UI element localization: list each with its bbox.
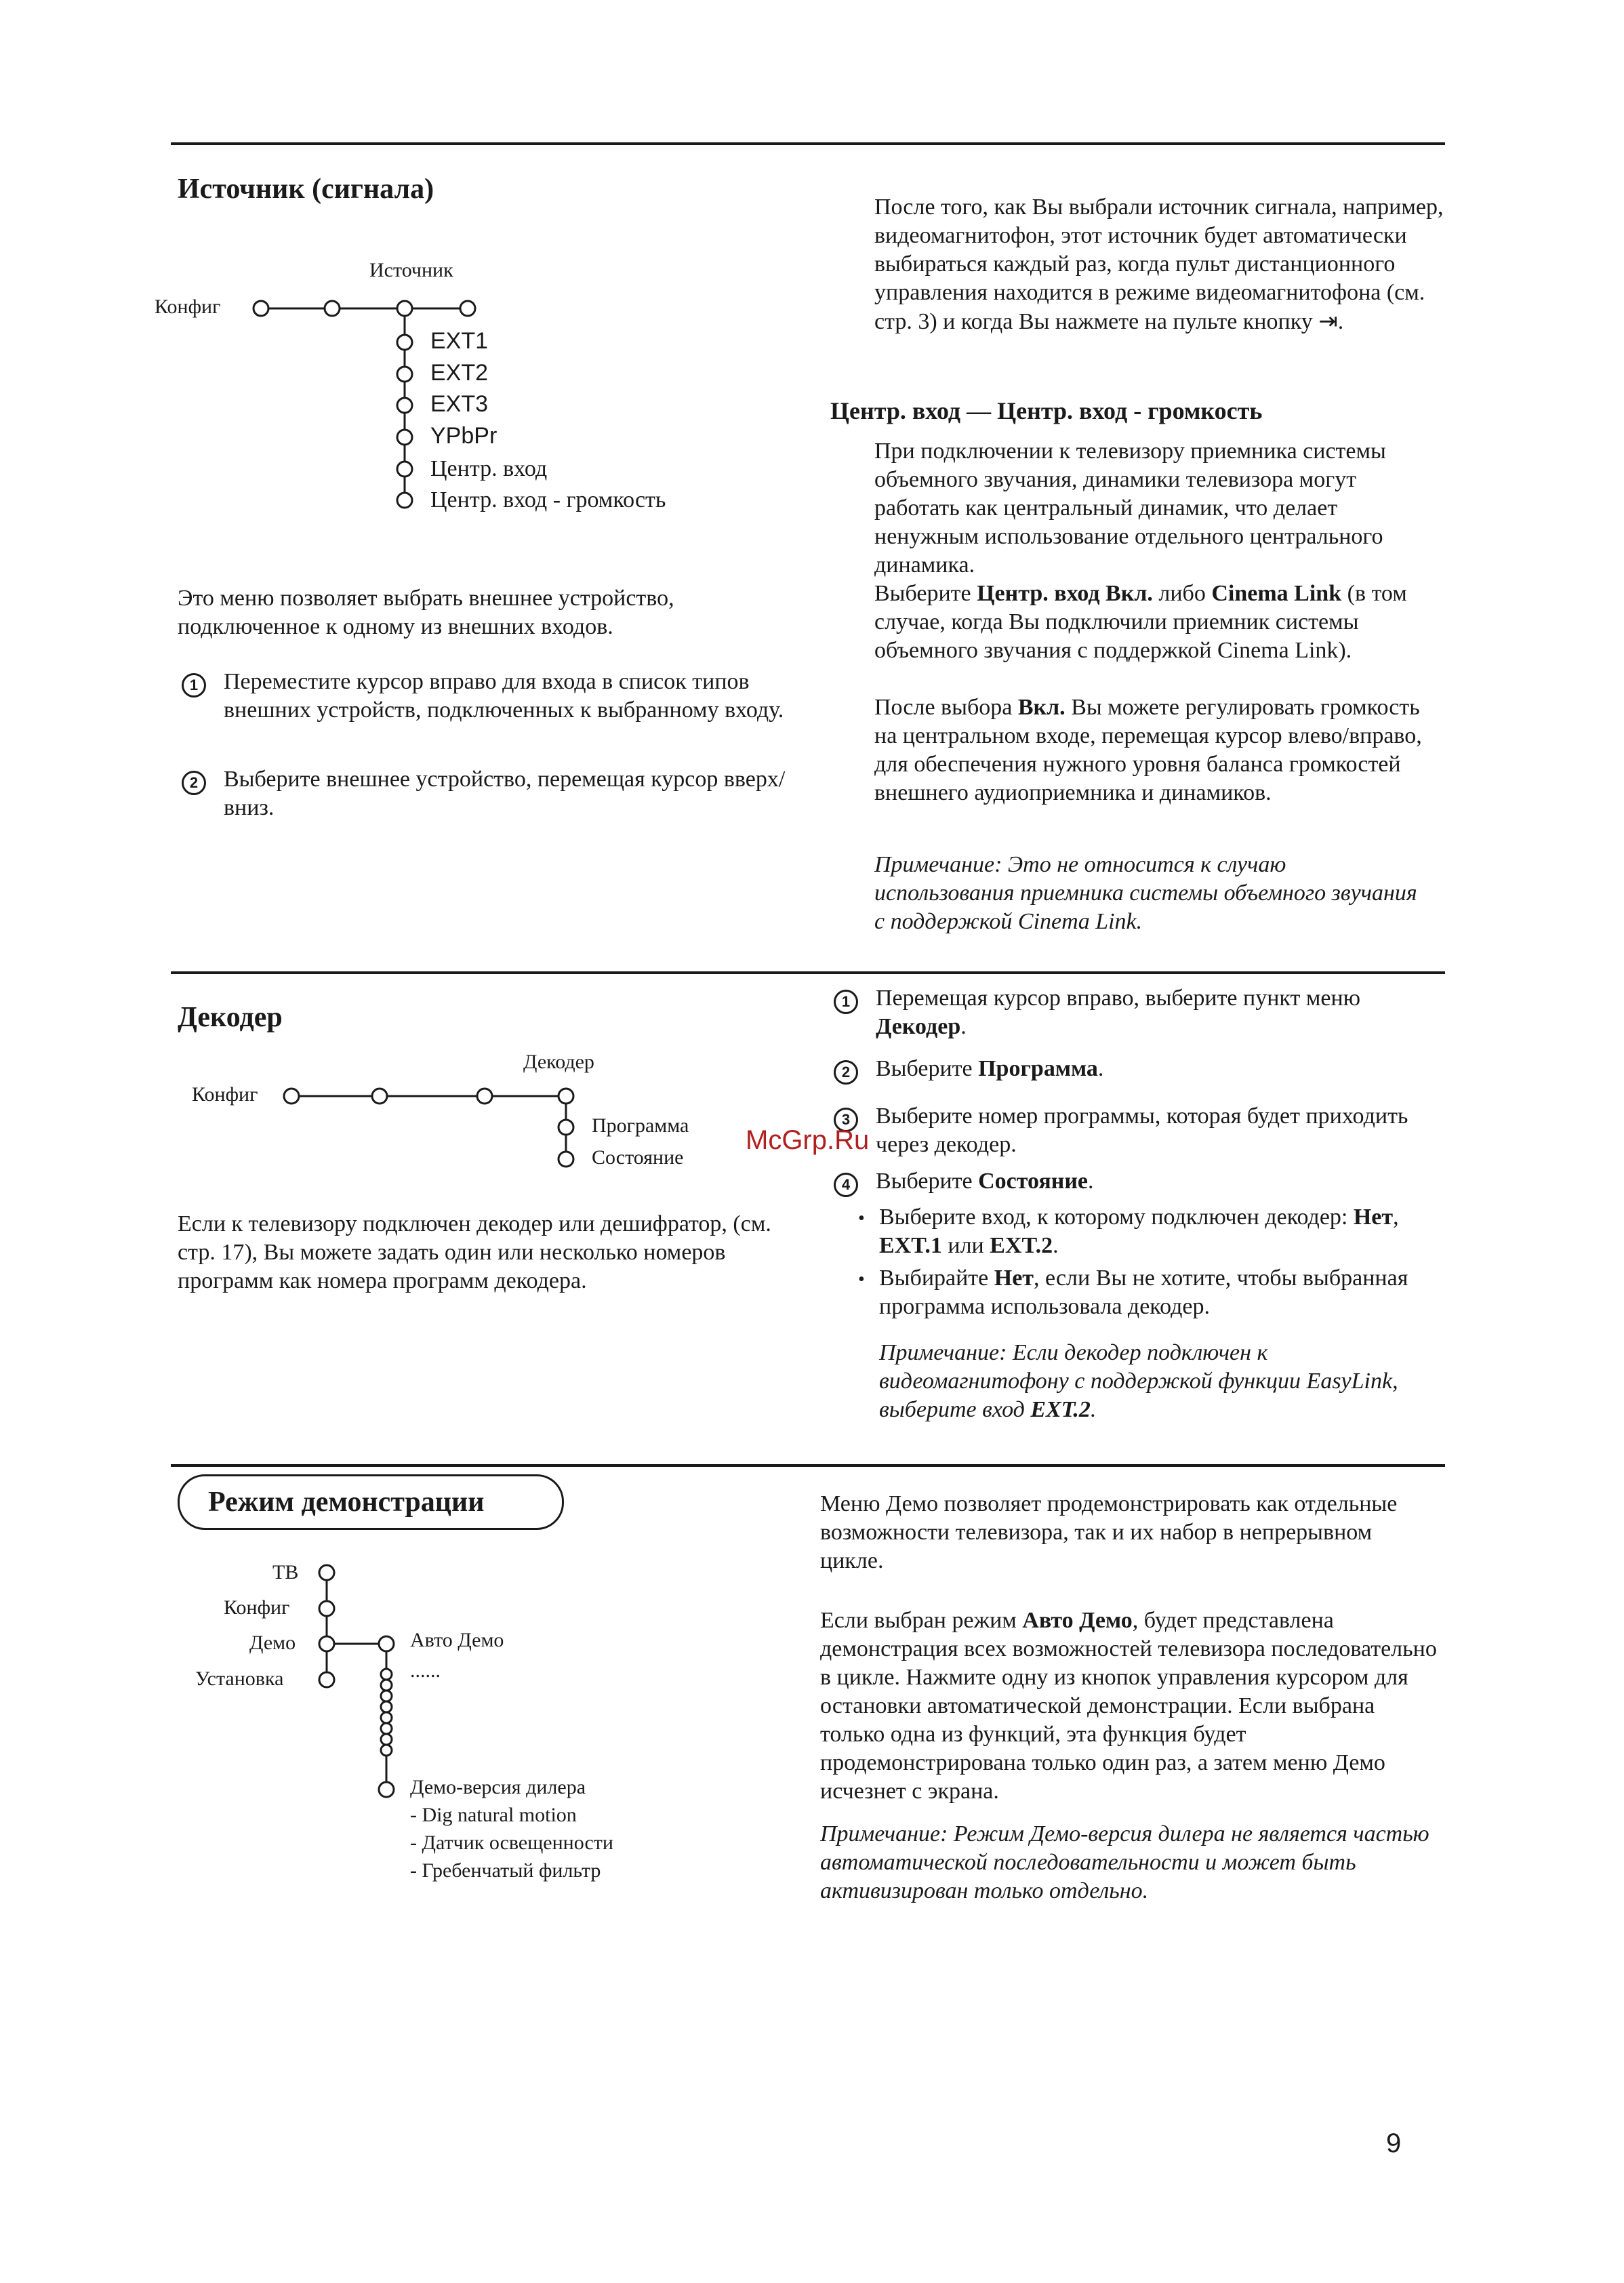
decoder-step2-a: Выберите (876, 1056, 973, 1081)
decoder-bullet1-or: или (948, 1233, 984, 1258)
decoder-step-4: Выберите Состояние. (876, 1169, 1094, 1194)
source-menu-item: EXT1 (430, 328, 489, 354)
center-p1: При подключении к телевизору приемника системы объемного звучания, динамики телевизора могут работать как центральный динамик, что делает ненужным использование отдельного центрального динамика. (874, 439, 1386, 578)
center-p2-b2: Cinema Link (1211, 581, 1342, 606)
center-p2-d: (в том случае, когда Вы подключили приемник системы объемного звучания с поддержкой Cinema Link). (874, 581, 1407, 663)
decoder-bullet1-a: Выберите вход, к которому подключен декодер: (879, 1205, 1348, 1230)
watermark: McGrp.Ru (746, 1125, 870, 1155)
source-step-1: Переместите курсор вправо для входа в список типов внешних устройств, подключенных к выбранному входу. (224, 669, 784, 723)
demo-menu-dealer-item: - Датчик освещенности (410, 1832, 613, 1854)
demo-menu-left-item: Установка (195, 1668, 284, 1690)
bullet-icon: • (858, 1208, 865, 1229)
demo-menu-dealer-item: - Dig natural motion (410, 1804, 577, 1826)
demo-menu-auto: Авто Демо (410, 1629, 504, 1651)
source-menu-root: Конфиг (155, 296, 221, 318)
menu-node (319, 1565, 334, 1580)
menu-node (381, 1701, 392, 1712)
decoder-step-1: Перемещая курсор вправо, выберите пункт меню Декодер. (876, 986, 1361, 1039)
step-number-1: 1 (834, 990, 858, 1014)
decoder-note: Примечание: Если декодер подключен к видеомагнитофону с поддержкой функции EasyLink, выберите вход EXT.2. (879, 1340, 1398, 1422)
center-note: Примечание: Это не относится к случаю использования приемника системы объемного звучания с поддержкой Cinema Link. (874, 852, 1417, 934)
demo-title: Режим демонстрации (208, 1487, 485, 1518)
menu-node (379, 1782, 394, 1797)
step-number-3: 3 (834, 1108, 858, 1132)
decoder-menu-item: Состояние (592, 1146, 684, 1169)
menu-node (381, 1680, 392, 1691)
demo-menu-left-item: ТВ (272, 1561, 299, 1583)
source-intro: Это меню позволяет выбрать внешнее устройство, подключенное к одному из внешних входов. (178, 586, 674, 639)
decoder-bullet1-ext2: EXT.2 (990, 1233, 1053, 1258)
center-p2-c: либо (1158, 581, 1206, 606)
step-number-2: 2 (182, 771, 206, 795)
decoder-bullet2-c: , если Вы не хотите, чтобы выбранная программа использовала декодер. (879, 1266, 1408, 1319)
decoder-step-2: Выберите Программа. (876, 1056, 1104, 1081)
demo-p1: Меню Демо позволяет продемонстрировать как отдельные возможности телевизора, так и их набор в непрерывном цикле. (820, 1491, 1398, 1573)
step-number-4: 4 (834, 1173, 858, 1197)
demo-menu-dealer: Демо-версия дилера (410, 1776, 586, 1798)
source-menu-item: EXT3 (430, 391, 489, 417)
demo-p2-b: Авто Демо (1022, 1608, 1133, 1633)
menu-node (379, 1636, 394, 1651)
source-menu-item: EXT2 (430, 360, 489, 386)
menu-node (381, 1734, 392, 1745)
decoder-menu-header: Декодер (523, 1051, 594, 1073)
decoder-bullet2-a: Выбирайте (879, 1266, 989, 1291)
decoder-title: Декодер (178, 1002, 283, 1033)
menu-node (381, 1691, 392, 1701)
center-heading: Центр. вход — Центр. вход - громкость (830, 397, 1263, 424)
source-right-body: После того, как Вы выбрали источник сигнала, например, видеомагнитофон, этот источник будет автоматически выбираться каждый раз, когда пульт дистанционного управления находится в режиме видеомагнитофона (см. стр. 3) и когда Вы нажмете на пульте кнопку (874, 195, 1444, 334)
center-p3-a: После выбора (874, 695, 1013, 720)
demo-menu-dots: ...... (410, 1659, 441, 1682)
step-number-1: 1 (182, 673, 206, 698)
center-p2-a: Выберите (874, 581, 971, 606)
decoder-step-3: Выберите номер программы, которая будет приходить через декодер. (876, 1104, 1408, 1157)
source-title: Источник (сигнала) (178, 174, 434, 205)
decoder-note-b: EXT.2 (1030, 1397, 1091, 1422)
source-menu-item: Центр. вход (430, 456, 548, 481)
decoder-menu-item: Программа (592, 1114, 689, 1137)
source-button-icon: ⇥ (1318, 308, 1338, 335)
decoder-intro: Если к телевизору подключен декодер или дешифратор, (см. стр. 17), Вы можете задать один или несколько номеров программ как номера программ декодера. (178, 1211, 771, 1293)
decoder-note-a: Примечание: Если декодер подключен к видеомагнитофону с поддержкой функции EasyLink, выберите вход (879, 1340, 1398, 1422)
center-p2 (874, 580, 1444, 665)
demo-p2-a: Если выбран режим (820, 1608, 1017, 1633)
demo-menu-dealer-item: - Гребенчатый фильтр (410, 1859, 601, 1882)
center-p3-b: Вкл. (1017, 695, 1065, 720)
decoder-step2-b: Программа (978, 1056, 1098, 1081)
source-step-2: Выберите внешнее устройство, перемещая курсор вверх/вниз. (224, 767, 786, 820)
decoder-step4-b: Состояние (978, 1169, 1089, 1194)
decoder-menu-root: Конфиг (192, 1083, 258, 1106)
center-p2-b1: Центр. вход Вкл. (977, 581, 1153, 606)
page-number: 9 (1386, 2128, 1402, 2158)
center-p3-c: Вы можете регулировать громкость на центральном входе, перемещая курсор влево/вправо, для обеспечения нужного уровня баланса громкостей внешнего аудиоприемника и динамиков. (874, 695, 1422, 805)
menu-node (319, 1636, 334, 1651)
source-right-end: . (1337, 309, 1344, 334)
decoder-bullet1-ext1: EXT.1 (879, 1233, 942, 1258)
source-menu-item: YPbPr (430, 423, 498, 449)
decoder-bullet-2 (879, 1264, 1421, 1321)
decoder-bullet-1: Выберите вход, к которому подключен декодер: Нет, EXT.1 или EXT.2. (879, 1205, 1399, 1258)
menu-node (381, 1745, 392, 1756)
decoder-bullet1-net: Нет (1353, 1205, 1394, 1230)
demo-p2-c: , будет представлена демонстрация всех возможностей телевизора последовательно в цикле. Нажмите одну из кнопок управления курсором для остановки автоматической демонстрации. Если выбрана только одна из функций, эта функция будет продемонстрирована только один раз, а затем меню Демо исчезнет с экрана. (820, 1608, 1437, 1804)
menu-node (381, 1712, 392, 1723)
source-menu-item: Центр. вход - громкость (430, 487, 666, 512)
bullet-icon: • (858, 1269, 865, 1290)
decoder-step4-a: Выберите (876, 1169, 973, 1194)
menu-node (319, 1601, 334, 1616)
demo-note: Примечание: Режим Демо-версия дилера не является частью автоматической последовательности и может быть активизирован только отдельно. (820, 1821, 1429, 1903)
decoder-bullet2-b: Нет (994, 1266, 1034, 1291)
center-p3 (874, 693, 1444, 807)
demo-menu-diagram (0, 0, 746, 1830)
menu-node (319, 1672, 334, 1687)
source-menu-header: Источник (369, 259, 453, 281)
step-number-2: 2 (834, 1060, 858, 1085)
demo-menu-left-item: Демо (249, 1632, 296, 1654)
menu-node (381, 1723, 392, 1734)
decoder-step1-a: Перемещая курсор вправо, выберите пункт меню (876, 986, 1361, 1011)
decoder-step1-b: Декодер (876, 1014, 961, 1039)
menu-node (381, 1669, 392, 1680)
demo-p2 (820, 1607, 1437, 1806)
source-right-text (874, 193, 1444, 336)
demo-menu-left-item: Конфиг (224, 1596, 290, 1619)
